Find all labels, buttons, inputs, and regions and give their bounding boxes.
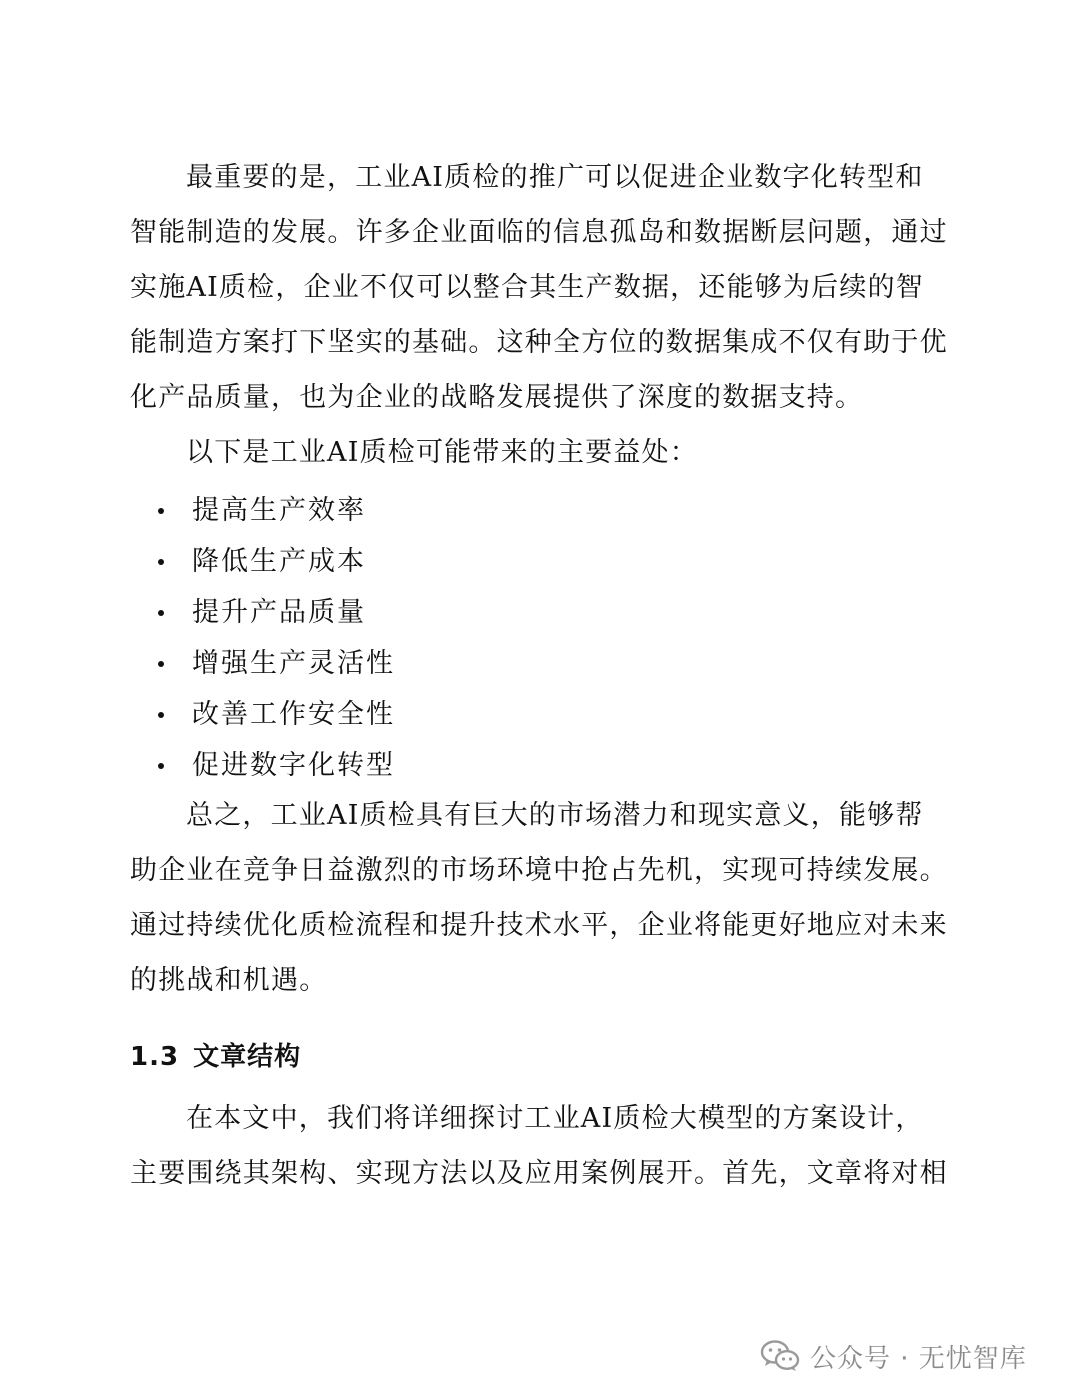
list-intro <box>130 425 945 480</box>
section-number: 1.3 <box>130 1042 180 1072</box>
bullet-icon <box>158 610 164 616</box>
list-item <box>150 740 395 791</box>
text-line: 以下是工业AI质检可能带来的主要益处： <box>186 437 698 468</box>
section-title: 文章结构 <box>193 1042 302 1072</box>
bullet-icon <box>158 712 164 718</box>
watermark-text: 公众号 · 无忧智库 <box>810 1343 1027 1374</box>
list-item-text: 提升产品质量 <box>192 597 366 628</box>
list-item <box>150 485 395 536</box>
list-item-text: 降低生产成本 <box>192 546 366 577</box>
list-item-text: 增强生产灵活性 <box>192 648 395 679</box>
bullet-icon <box>158 763 164 769</box>
paragraph-structure <box>130 1091 948 1201</box>
list-item-text: 提高生产效率 <box>192 495 366 526</box>
list-item-text: 改善工作安全性 <box>192 699 395 730</box>
text-line: 化产品质量，也为企业的战略发展提供了深度的数据支持。 <box>130 382 864 413</box>
watermark <box>760 1336 1027 1376</box>
list-item <box>150 587 395 638</box>
text-line: 主要围绕其架构、实现方法以及应用案例展开。首先，文章将对相 <box>130 1158 948 1189</box>
list-item <box>150 536 395 587</box>
paragraph-summary <box>130 788 948 1008</box>
wechat-icon <box>760 1339 800 1373</box>
text-line: 最重要的是，工业AI质检的推广可以促进企业数字化转型和 <box>186 162 924 193</box>
bullet-icon <box>158 661 164 667</box>
text-line: 通过持续优化质检流程和提升技术水平，企业将能更好地应对未来 <box>130 910 948 941</box>
text-line: 智能制造的发展。许多企业面临的信息孤岛和数据断层问题，通过 <box>130 217 948 248</box>
text-line: 能制造方案打下坚实的基础。这种全方位的数据集成不仅有助于优 <box>130 327 948 358</box>
text-line: 在本文中，我们将详细探讨工业AI质检大模型的方案设计， <box>186 1103 924 1134</box>
text-line: 总之，工业AI质检具有巨大的市场潜力和现实意义，能够帮 <box>186 800 924 831</box>
paragraph-digital-transformation <box>130 150 948 425</box>
benefits-list <box>150 485 395 791</box>
list-item <box>150 689 395 740</box>
section-heading <box>130 1036 301 1073</box>
list-item <box>150 638 395 689</box>
list-item-text: 促进数字化转型 <box>192 750 395 781</box>
text-line: 实施AI质检，企业不仅可以整合其生产数据，还能够为后续的智 <box>130 272 924 303</box>
text-line: 助企业在竞争日益激烈的市场环境中抢占先机，实现可持续发展。 <box>130 855 948 886</box>
bullet-icon <box>158 508 164 514</box>
text-line: 的挑战和机遇。 <box>130 965 328 996</box>
bullet-icon <box>158 559 164 565</box>
